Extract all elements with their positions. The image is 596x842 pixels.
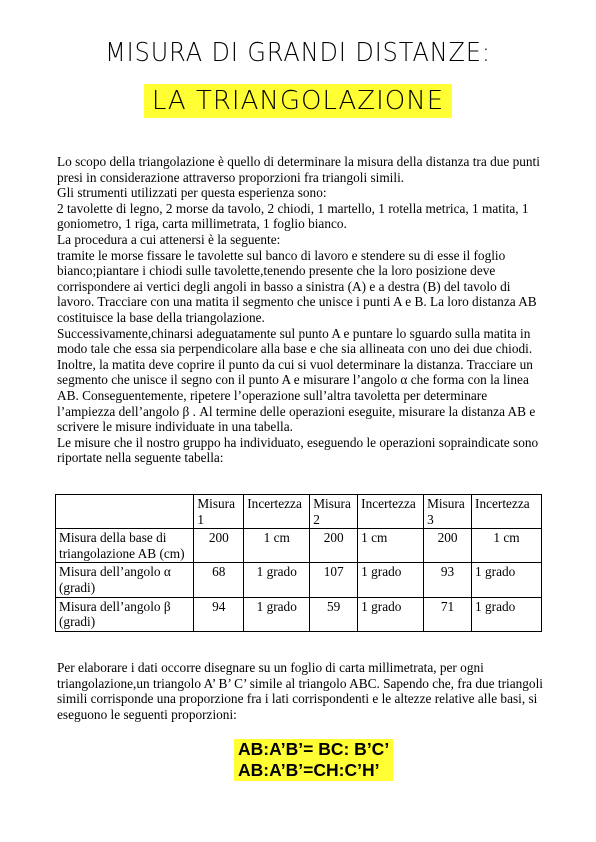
paragraph: Successivamente,chinarsi adeguatamente sul punto A e puntare lo sguardo sulla matita in modo tale che essa sia perpendicolare alla base e che sia allineata con uno dei due chiodi. Inoltre, la matita deve coprire il punto da cui si vuol determinare la distanza. Tracciare un segmento che unisce il segno con il punto A e misurare l’angolo α che forma con la linea AB. Conseguentemente, ripetere l’operazione sull’altra tavoletta per determinare l’ampiezza dell’angolo β . Al termine delle operazioni eseguite, misurare la distanza AB e scrivere le misure individuate in una tabella. <box>57 325 536 435</box>
table-header-cell: Incertezza <box>358 495 424 529</box>
table-cell: 1 grado <box>358 563 424 597</box>
table-cell: 107 <box>310 563 358 597</box>
table-cell: 1 grado <box>472 597 542 631</box>
table-cell: 1 grado <box>358 597 424 631</box>
table-cell: 59 <box>310 597 358 631</box>
table-cell: 1 cm <box>472 529 542 563</box>
table-cell: 1 grado <box>472 563 542 597</box>
table-cell: 1 cm <box>358 529 424 563</box>
measurements-table <box>55 494 542 632</box>
table-row <box>56 597 542 631</box>
table-cell: 200 <box>194 529 244 563</box>
table-header-cell: Misura 3 <box>424 495 472 529</box>
table-header-cell: Misura 2 <box>310 495 358 529</box>
table-cell: 1 grado <box>244 563 310 597</box>
table-header-cell: Misura 1 <box>194 495 244 529</box>
title-line-1: MISURA DI GRANDI DISTANZE: <box>105 38 491 68</box>
table-cell: 94 <box>194 597 244 631</box>
paragraph: La procedura a cui attenersi è la seguente: <box>57 231 281 247</box>
proportion-line: AB:A’B’= BC: B’C’ <box>238 739 390 759</box>
table-cell: 200 <box>310 529 358 563</box>
paragraph: tramite le morse fissare le tavolette sul banco di lavoro e stendere su di esse il foglio bianco;piantare i chiodi sulle tavolette,tenendo presente che la loro posizione deve corrispondere ai vertici degli angoli in basso a sinistra (A) e a destra (B) del tavolo di lavoro. Tracciare con una matita il segmento che unisce i punti A e B. La loro distanza AB costituisce la base della triangolazione. <box>57 247 537 325</box>
table-row <box>56 563 542 597</box>
paragraph: Gli strumenti utilizzati per questa esperienza sono: <box>57 185 327 201</box>
table-cell: 71 <box>424 597 472 631</box>
title-line-2-wrap <box>0 84 596 118</box>
table-header-row <box>56 495 542 529</box>
table-row <box>56 529 542 563</box>
table-row-label: Misura dell’angolo α (gradi) <box>56 563 194 597</box>
table-header-cell: Incertezza <box>244 495 310 529</box>
table-header-cell: Incertezza <box>472 495 542 529</box>
table-row-label: Misura della base di triangolazione AB (cm) <box>56 529 194 563</box>
intro-text <box>57 154 547 466</box>
proportions-box <box>234 739 393 781</box>
paragraph: 2 tavolette di legno, 2 morse da tavolo, 2 chiodi, 1 martello, 1 rotella metrica, 1 matita, 1 goniometro, 1 riga, carta millimetrata, 1 foglio bianco. <box>57 200 529 232</box>
table-cell: 200 <box>424 529 472 563</box>
paragraph: Le misure che il nostro gruppo ha individuato, eseguendo le operazioni sopraindicate sono riportate nella seguente tabella: <box>57 434 539 466</box>
table-header-cell <box>56 495 194 529</box>
table-row-label: Misura dell’angolo β (gradi) <box>56 597 194 631</box>
proportion-line: AB:A’B’=CH:C’H’ <box>238 760 380 780</box>
title-line-2: LA TRIANGOLAZIONE <box>144 84 452 118</box>
paragraph: Lo scopo della triangolazione è quello di determinare la misura della distanza tra due punti presi in considerazione attraverso proporzioni fra triangoli simili. <box>57 154 540 185</box>
table-cell: 1 grado <box>244 597 310 631</box>
table-cell: 93 <box>424 563 472 597</box>
closing-paragraph: Per elaborare i dati occorre disegnare su un foglio di carta millimetrata, per ogni triangolazione,un triangolo A’ B’ C’ simile al triangolo ABC. Sapendo che, fra due triangoli simili corrisponde una proporzione fra i lati corrispondenti e le altezze relative alle basi, si eseguono le seguenti proporzioni: <box>57 660 543 722</box>
table-cell: 1 cm <box>244 529 310 563</box>
table-cell: 68 <box>194 563 244 597</box>
